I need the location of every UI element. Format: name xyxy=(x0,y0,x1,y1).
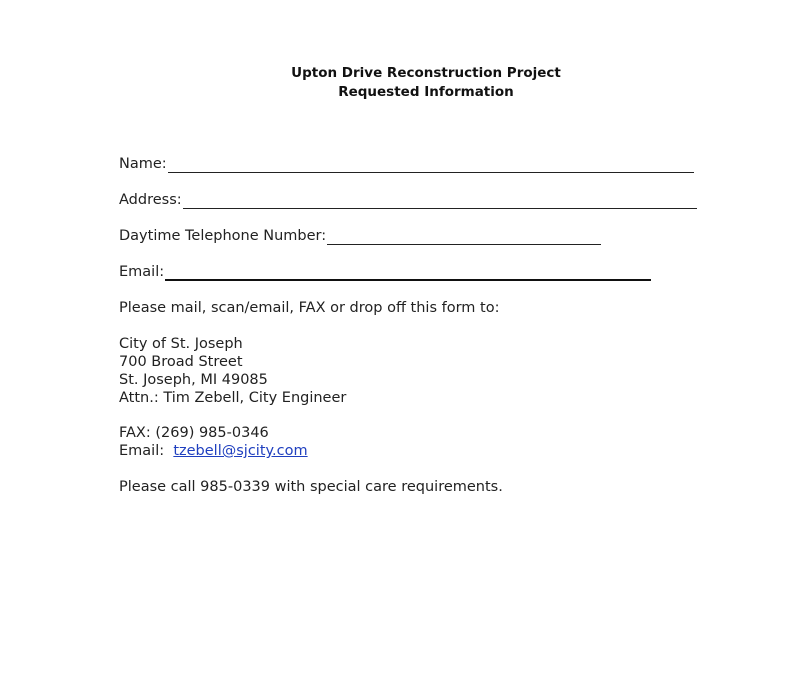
address-label: Address: xyxy=(119,192,182,208)
fax-number: FAX: (269) 985-0346 xyxy=(119,425,269,441)
title-line-2: Requested Information xyxy=(338,84,514,100)
email-field[interactable] xyxy=(165,264,651,281)
email-field-row xyxy=(119,263,651,281)
address-line-1: City of St. Joseph xyxy=(119,336,243,352)
mail-instructions: Please mail, scan/email, FAX or drop off this form to: xyxy=(119,300,500,316)
contact-info xyxy=(119,424,308,460)
address-field[interactable] xyxy=(183,193,697,209)
address-field-row xyxy=(119,191,697,209)
document-title xyxy=(0,64,800,102)
name-field-row xyxy=(119,155,694,173)
phone-field[interactable] xyxy=(327,229,601,245)
mailing-address xyxy=(119,335,346,407)
phone-label: Daytime Telephone Number: xyxy=(119,228,327,244)
email-link[interactable]: tzebell@sjcity.com xyxy=(173,443,308,459)
name-label: Name: xyxy=(119,156,167,172)
address-line-3: St. Joseph, MI 49085 xyxy=(119,372,268,388)
address-line-2: 700 Broad Street xyxy=(119,354,243,370)
address-line-4: Attn.: Tim Zebell, City Engineer xyxy=(119,390,347,406)
phone-field-row xyxy=(119,227,601,245)
name-field[interactable] xyxy=(168,157,694,173)
email-label: Email: xyxy=(119,264,165,280)
email-contact-row xyxy=(119,442,308,460)
special-care-note: Please call 985-0339 with special care requirements. xyxy=(119,479,503,495)
email-contact-label: Email: xyxy=(119,443,165,459)
title-line-1: Upton Drive Reconstruction Project xyxy=(291,65,561,81)
